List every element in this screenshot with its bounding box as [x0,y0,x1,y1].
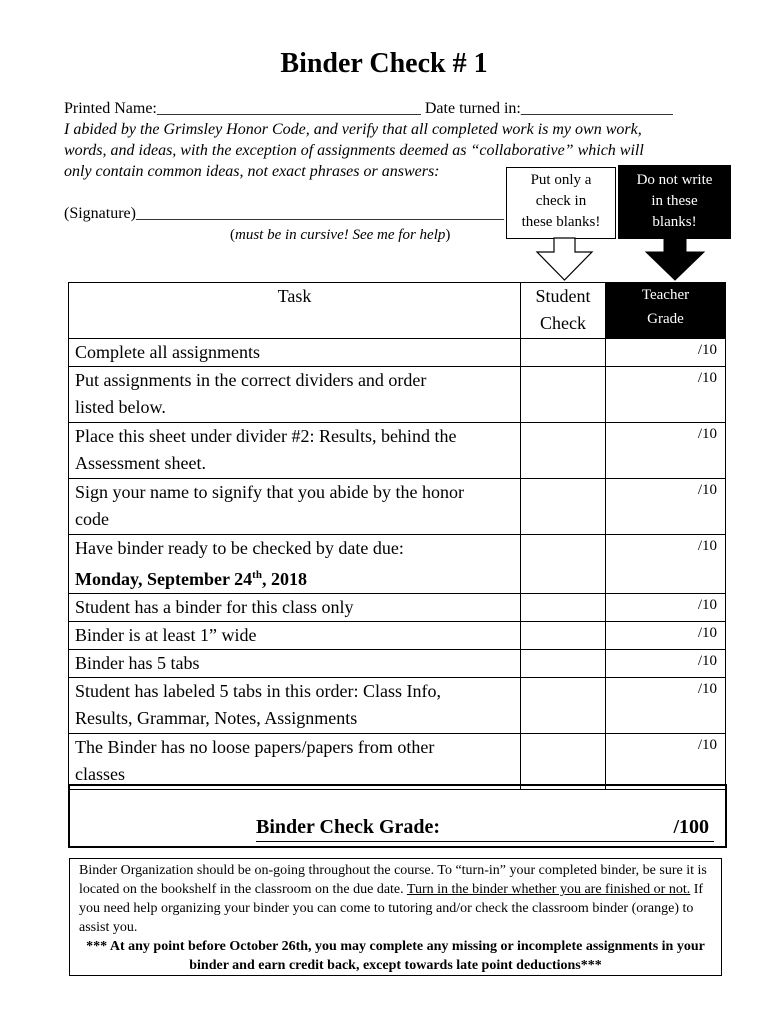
student-callout-line-1: Put only a [530,172,592,188]
teacher-grade-cell: /10 [606,622,726,650]
teacher-grade-column-header: Teacher Grade [606,283,726,339]
binder-organization-note [69,858,722,976]
binder-check-table [68,282,726,790]
teacher-grade-cell: /10 [606,650,726,678]
signature-field[interactable]: ______________________________________________ [135,205,504,222]
white-down-arrow-icon [537,238,592,280]
task-text-line: code [75,509,109,529]
student-check-cell[interactable] [521,423,606,479]
grade-line [256,816,714,842]
table-row [69,535,726,594]
student-check-column-header: Student Check [521,283,606,339]
task-text-line: The Binder has no loose papers/papers from other [75,737,435,757]
teacher-grade-callout [618,165,731,239]
table-row [69,367,726,423]
table-row [69,479,726,535]
honor-code-line-3: only contain common ideas, not exact phrases or answers: [64,163,440,180]
task-text-line: Binder has 5 tabs [75,653,200,673]
task-cell [69,423,521,479]
teacher-grade-cell: /10 [606,479,726,535]
task-text-line: Results, Grammar, Notes, Assignments [75,708,358,728]
teacher-callout-line-2: in these [651,193,698,209]
student-check-cell[interactable] [521,535,606,594]
teacher-callout-line-1: Do not write [636,172,713,188]
table-row [69,678,726,734]
table-row [69,339,726,367]
table-row [69,734,726,790]
student-callout-line-2: check in [535,193,587,209]
student-check-cell[interactable] [521,339,606,367]
teacher-grade-cell: /10 [606,367,726,423]
task-text-line: listed below. [75,397,166,417]
cursive-note-open: ( [230,227,235,243]
honor-code-line-1: I abided by the Grimsley Honor Code, and verify that all completed work is my own work, [64,121,642,138]
student-check-cell[interactable] [521,367,606,423]
printed-name-field[interactable]: _________________________________ [156,100,421,117]
task-text-line: Assessment sheet. [75,453,206,473]
student-check-cell[interactable] [521,678,606,734]
cursive-note-text: must be in cursive! See me for help [235,227,446,243]
teacher-grade-cell: /10 [606,594,726,622]
note-text-2: If you need help organizing your binder you can come to tutoring and/or check the classroom binder (orange) to assist you. [79,882,704,935]
task-text-line: Have binder ready to be checked by date due: [75,538,404,558]
student-check-cell[interactable] [521,479,606,535]
task-text-line: Sign your name to signify that you abide by the honor [75,482,464,502]
note-bold-text: *** At any point before October 26th, you may complete any missing or incomplete assignments in your binder and earn credit back, except towards late point deductions*** [86,939,705,973]
task-cell [69,734,521,790]
grade-total: /100 [673,816,709,838]
student-check-cell[interactable] [521,622,606,650]
student-check-cell[interactable] [521,594,606,622]
task-cell [69,678,521,734]
note-text-1: Binder Organization should be on-going throughout the course. To “turn-in” your completed binder, be sure it is located on the bookshelf in the classroom on the due date. [79,863,707,897]
student-callout-line-3: these blanks! [521,214,601,230]
table-row [69,423,726,479]
date-turned-in-field[interactable]: ___________________ [520,100,673,117]
teacher-grade-cell: /10 [606,339,726,367]
task-text-line: Student has a binder for this class only [75,597,354,617]
printed-name-line [64,100,673,118]
table-header-row [69,283,726,339]
student-check-cell[interactable] [521,650,606,678]
teacher-grade-cell: /10 [606,678,726,734]
cursive-note [230,227,450,244]
task-text-line: Complete all assignments [75,342,260,362]
student-check-cell[interactable] [521,734,606,790]
honor-code-line-2: words, and ideas, with the exception of assignments deemed as “collaborative” which will [64,142,644,159]
teacher-callout-line-3: blanks! [652,214,697,230]
task-cell [69,339,521,367]
grade-box [68,784,727,848]
black-down-arrow-icon [646,238,704,280]
cursive-note-close: ) [445,227,451,243]
task-cell [69,622,521,650]
task-cell [69,650,521,678]
task-column-header: Task [69,283,521,339]
callout-arrows [500,236,740,286]
student-check-callout [506,167,616,239]
table-row [69,594,726,622]
printed-name-label: Printed Name: [64,100,157,117]
signature-line [64,205,504,223]
task-cell [69,535,521,594]
table-row [69,622,726,650]
page-title: Binder Check # 1 [280,48,488,79]
due-date: Monday, September 24th, 2018 [75,569,307,589]
table-row [69,650,726,678]
task-cell [69,594,521,622]
task-text-line: Put assignments in the correct dividers and order [75,370,427,390]
grade-label: Binder Check Grade: [256,816,441,838]
task-text-line: Student has labeled 5 tabs in this order: Class Info, [75,681,441,701]
task-text-line: Binder is at least 1” wide [75,625,257,645]
teacher-grade-cell: /10 [606,734,726,790]
task-cell [69,367,521,423]
task-text-line: Place this sheet under divider #2: Results, behind the [75,426,457,446]
signature-label: (Signature) [64,205,136,222]
task-cell [69,479,521,535]
date-turned-in-label: Date turned in: [424,100,521,117]
teacher-grade-cell: /10 [606,423,726,479]
note-underlined-text: Turn in the binder whether you are finished or not. [406,882,691,897]
teacher-grade-cell: /10 [606,535,726,594]
task-text-line: classes [75,764,125,784]
